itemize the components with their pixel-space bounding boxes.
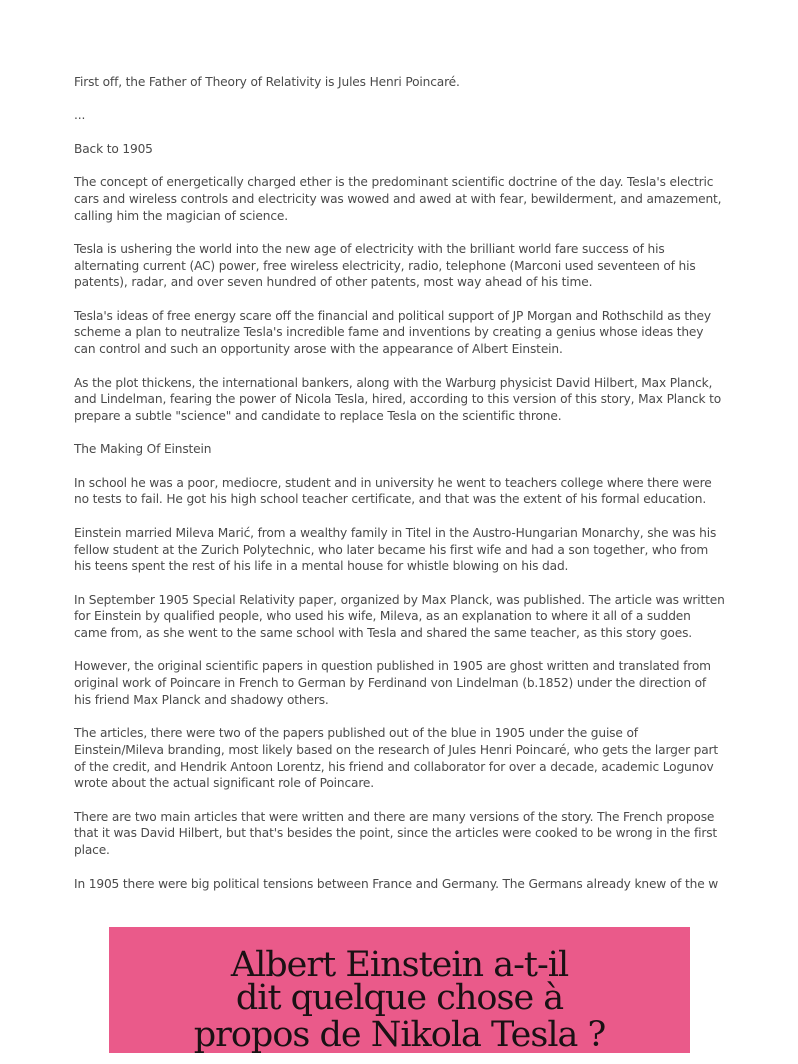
- paragraph-truncated: In 1905 there were big political tensions between France and Germany. The Germans already knew of the w: [74, 876, 719, 891]
- title-banner: [109, 927, 690, 1053]
- paragraph: Tesla is ushering the world into the new age of electricity with the brilliant world fare success of his alternating current (AC) power, free wireless electricity, radio, telephone (Marconi used seventeen of his patents), radar, and over seven hundred of other patents, most way ahead of his time.: [74, 241, 696, 290]
- paragraph: In school he was a poor, mediocre, student and in university he went to teachers college where there were no tests to fail. He got his high school teacher certificate, and that was the extent of his formal education.: [74, 475, 712, 507]
- paragraph: In September 1905 Special Relativity paper, organized by Max Planck, was published. The article was written for Einstein by qualified people, who used his wife, Mileva, as an explanation to where it all of a sudden came from, as she went to the same school with Tesla and shared the same teacher, as this story goes.: [74, 592, 725, 641]
- paragraph: The articles, there were two of the papers published out of the blue in 1905 under the guise of Einstein/Mileva branding, most likely based on the research of Jules Henri Poincaré, who gets the larger part of the credit, and Hendrik Antoon Lorentz, his friend and collaborator for over a decade, academic Logunov wrote about the actual significant role of Poincare.: [74, 726, 719, 791]
- paragraph: However, the original scientific papers in question published in 1905 are ghost written and translated from original work of Poincare in French to German by Ferdinand von Lindelman (b.1852) under the direction of his friend Max Planck and shadowy others.: [74, 659, 711, 707]
- banner-title-line-3: propos de Nikola Tesla ?: [193, 1015, 606, 1055]
- paragraph-ellipsis: ...: [74, 108, 86, 123]
- paragraph: Tesla's ideas of free energy scare off the financial and political support of JP Morgan and Rothschild as they scheme a plan to neutralize Tesla's incredible fame and inventions by creating a genius whose ideas they can control and such an opportunity arose with the appearance of Albert Einstein.: [74, 308, 711, 357]
- paragraph: As the plot thickens, the international bankers, along with the Warburg physicist David Hilbert, Max Planck, and Lindelman, fearing the power of Nicola Tesla, hired, according to this version of this story, Max Planck to prepare a subtle "science" and candidate to replace Tesla on the scientific throne.: [74, 375, 722, 423]
- banner-title-line-2: dit quelque chose à: [235, 978, 564, 1018]
- paragraph: Einstein married Mileva Marić, from a wealthy family in Titel in the Austro-Hungarian Monarchy, she was his fellow student at the Zurich Polytechnic, who later became his first wife and had a son together, who from his teens spent the rest of his life in a mental house for whistle blowing on his dad.: [74, 525, 717, 574]
- paragraph: The concept of energetically charged ether is the predominant scientific doctrine of the day. Tesla's electric cars and wireless controls and electricity was wowed and awed at with fear, bewilderment, and amazement, calling him the magician of science.: [74, 175, 722, 223]
- paragraph: There are two main articles that were written and there are many versions of the story. The French propose that it was David Hilbert, but that's besides the point, since the articles were cooked to be wrong in the first place.: [74, 809, 718, 858]
- banner-title-line-1: Albert Einstein a-t-il: [230, 945, 569, 985]
- section-heading-making-of-einstein: The Making Of Einstein: [74, 442, 212, 457]
- paragraph-intro: First off, the Father of Theory of Relativity is Jules Henri Poincaré.: [74, 75, 460, 89]
- section-heading-back-to-1905: Back to 1905: [74, 141, 153, 156]
- document-body: [74, 74, 726, 909]
